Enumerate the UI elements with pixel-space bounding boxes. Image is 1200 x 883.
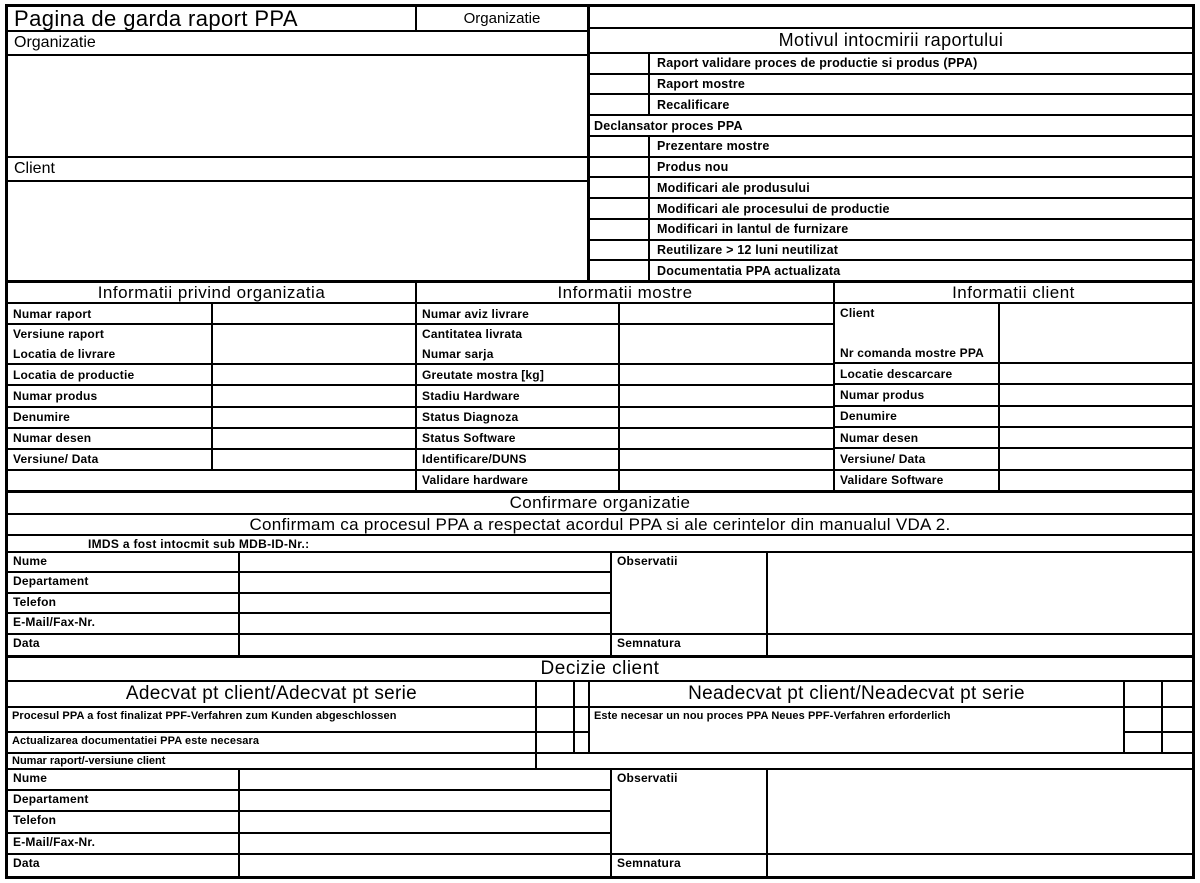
field-label: Numar sarja — [422, 347, 494, 362]
numar-raport-client-value[interactable] — [537, 754, 1192, 768]
field-value[interactable] — [240, 614, 612, 634]
field-label: Nume — [8, 553, 240, 573]
field-label: Validare hardware — [417, 471, 620, 490]
motive-label: Raport mostre — [657, 77, 746, 92]
adecvat-header: Adecvat pt client/Adecvat pt serie — [8, 682, 537, 708]
motive-checkbox[interactable] — [590, 54, 650, 73]
field-value[interactable] — [240, 834, 612, 855]
decizie-contact-grid — [8, 770, 1192, 876]
field-value[interactable] — [213, 325, 415, 363]
field-label: Validare Software — [835, 471, 1000, 490]
motive-row — [590, 261, 1192, 280]
field-label: Denumire — [8, 408, 213, 427]
numar-raport-client-label: Numar raport/-versiune client — [8, 754, 537, 768]
semnatura-value[interactable] — [768, 635, 1192, 655]
field-label: Client — [840, 306, 875, 320]
observatii-value[interactable] — [768, 770, 1192, 855]
field-value[interactable] — [240, 553, 612, 573]
motive-checkbox[interactable] — [590, 178, 650, 197]
field-label-tall — [835, 304, 1000, 362]
field-label: Telefon — [8, 812, 240, 833]
semnatura-label: Semnatura — [612, 635, 768, 655]
imds-row: IMDS a fost intocmit sub MDB-ID-Nr.: — [8, 536, 1192, 553]
declansator-row: Declansator proces PPA — [590, 116, 1192, 137]
observatii-value[interactable] — [768, 553, 1192, 635]
motive-row — [590, 158, 1192, 179]
finalizat-label: Procesul PPA a fost finalizat PPF-Verfahren zum Kunden abgeschlossen — [8, 708, 537, 733]
field-value[interactable] — [213, 429, 415, 448]
motive-table — [590, 7, 1192, 280]
neadecvat-header: Neadecvat pt client/Neadecvat pt serie — [590, 682, 1125, 708]
field-label: Data — [8, 855, 240, 876]
field-label: Versiune/ Data — [835, 449, 1000, 468]
field-label: E-Mail/Fax-Nr. — [8, 614, 240, 634]
field-value[interactable] — [1000, 364, 1192, 383]
motive-row — [590, 137, 1192, 158]
decizie-header: Decizie client — [8, 658, 1192, 682]
field-label: E-Mail/Fax-Nr. — [8, 834, 240, 855]
gutter-cell — [575, 682, 590, 708]
field-value[interactable] — [620, 304, 833, 323]
motive-label: Modificari ale procesului de productie — [657, 201, 890, 216]
numar-raport-client-row — [8, 754, 1192, 770]
semnatura-value[interactable] — [768, 855, 1192, 876]
field-value[interactable] — [240, 791, 612, 812]
field-value[interactable] — [240, 855, 612, 876]
field-label: Denumire — [835, 407, 1000, 426]
gutter-cell — [575, 708, 590, 733]
edge-cell — [1163, 682, 1192, 708]
organizatie-header-cell: Organizatie — [463, 10, 541, 27]
field-value[interactable] — [213, 408, 415, 427]
field-value[interactable] — [1000, 385, 1192, 404]
motive-row — [590, 54, 1192, 75]
field-label: Greutate mostra [kg] — [417, 365, 620, 384]
motive-row — [590, 75, 1192, 96]
motive-row — [590, 95, 1192, 116]
field-label: Numar raport — [8, 304, 213, 323]
field-label: Cantitatea livrata — [422, 327, 523, 342]
motive-row — [590, 241, 1192, 262]
motive-label: Prezentare mostre — [657, 139, 770, 154]
gutter-cell — [575, 733, 590, 754]
field-value[interactable] — [240, 594, 612, 614]
field-value[interactable] — [213, 386, 415, 405]
field-value[interactable] — [240, 573, 612, 593]
field-label-double — [417, 325, 620, 363]
field-label: Nr comanda mostre PPA — [840, 346, 985, 360]
info-organizatie-table — [8, 283, 417, 490]
adecvat-checkbox[interactable] — [537, 682, 575, 708]
field-label: Departament — [8, 791, 240, 812]
decizie-section — [8, 655, 1192, 770]
field-label: Numar desen — [8, 429, 213, 448]
field-value[interactable] — [240, 812, 612, 833]
motive-row — [590, 220, 1192, 241]
field-label: Versiune/ Data — [8, 450, 213, 469]
field-value[interactable] — [1000, 304, 1192, 362]
field-value[interactable] — [620, 408, 833, 427]
motive-label: Produs nou — [657, 160, 729, 175]
field-label: Stadiu Hardware — [417, 386, 620, 405]
field-value[interactable] — [213, 304, 415, 323]
field-value[interactable] — [1000, 407, 1192, 426]
field-value[interactable] — [1000, 428, 1192, 447]
motive-label: Modificari in lantul de furnizare — [657, 222, 849, 237]
field-value[interactable] — [1000, 471, 1192, 490]
motive-checkbox[interactable] — [590, 220, 650, 239]
motive-label: Modificari ale produsului — [657, 180, 810, 195]
motive-row — [590, 178, 1192, 199]
field-label: Numar desen — [835, 428, 1000, 447]
info-client-table — [835, 283, 1192, 490]
edge-cell — [1163, 733, 1192, 754]
observatii-label: Observatii — [612, 553, 768, 635]
field-value[interactable] — [620, 325, 833, 363]
client-input-area[interactable] — [8, 182, 587, 280]
motive-checkbox[interactable] — [590, 95, 650, 114]
motive-checkbox[interactable] — [590, 199, 650, 218]
confirmare-statement: Confirmam ca procesul PPA a respectat acordul PPA si ale cerintelor din manualul VDA 2. — [8, 515, 1192, 536]
empty-cell — [1125, 733, 1163, 754]
actualizare-label: Actualizarea documentatiei PPA este necesara — [8, 733, 537, 754]
field-label: Telefon — [8, 594, 240, 614]
field-label: Nume — [8, 770, 240, 791]
confirmare-contact-grid — [8, 553, 1192, 655]
motive-checkbox[interactable] — [590, 158, 650, 177]
motive-checkbox[interactable] — [590, 241, 650, 260]
motive-checkbox[interactable] — [590, 137, 650, 156]
field-label-double — [8, 325, 213, 363]
info-client-header: Informatii client — [835, 283, 1192, 304]
observatii-label: Observatii — [612, 770, 768, 855]
organizatie-input-area[interactable] — [8, 56, 587, 158]
motive-checkbox[interactable] — [590, 261, 650, 280]
info-organizatie-header: Informatii privind organizatia — [8, 283, 415, 304]
top-right-empty-cell — [590, 7, 1192, 29]
top-left-area — [8, 7, 590, 280]
motive-row — [590, 199, 1192, 220]
motive-label: Raport validare proces de productie si produs (PPA) — [657, 56, 978, 71]
field-value[interactable] — [620, 471, 833, 490]
field-label: Status Diagnoza — [417, 408, 620, 427]
field-value[interactable] — [620, 429, 833, 448]
field-value[interactable] — [213, 450, 415, 469]
info-mostre-header: Informatii mostre — [417, 283, 833, 304]
field-label: Numar produs — [8, 386, 213, 405]
nou-proces-checkbox[interactable] — [1125, 708, 1163, 733]
motive-label: Reutilizare > 12 luni neutilizat — [657, 242, 839, 257]
top-band — [8, 7, 1192, 280]
field-label: Numar aviz livrare — [417, 304, 620, 323]
field-value[interactable] — [1000, 449, 1192, 468]
field-value[interactable] — [213, 365, 415, 384]
field-value[interactable] — [240, 770, 612, 791]
field-label: Status Software — [417, 429, 620, 448]
edge-cell — [1163, 708, 1192, 733]
field-label: Locatie descarcare — [835, 364, 1000, 383]
info-band — [8, 280, 1192, 490]
field-label: Departament — [8, 573, 240, 593]
motive-header: Motivul intocmirii raportului — [590, 29, 1192, 54]
field-value[interactable] — [240, 635, 612, 655]
field-label: Identificare/DUNS — [417, 450, 620, 469]
nou-proces-label: Este necesar un nou proces PPA Neues PPF-Verfahren erforderlich — [590, 708, 1125, 754]
info-mostre-table — [417, 283, 835, 490]
field-value[interactable] — [620, 386, 833, 405]
empty-cell — [8, 471, 415, 490]
field-label: Locatia de livrare — [13, 347, 116, 362]
actualizare-checkbox[interactable] — [537, 733, 575, 754]
field-label: Locatia de productie — [8, 365, 213, 384]
motive-label: Recalificare — [657, 97, 730, 112]
page-title: Pagina de garda raport PPA — [8, 7, 417, 30]
organizatie-section-label: Organizatie — [8, 32, 587, 56]
ppa-form-page — [5, 4, 1195, 879]
motive-label: Documentatia PPA actualizata — [657, 263, 841, 278]
client-section-label: Client — [8, 158, 587, 182]
confirmare-section — [8, 490, 1192, 553]
motive-checkbox[interactable] — [590, 75, 650, 94]
finalizat-checkbox[interactable] — [537, 708, 575, 733]
semnatura-label: Semnatura — [612, 855, 768, 876]
field-label: Versiune raport — [13, 327, 105, 342]
field-label: Data — [8, 635, 240, 655]
field-value[interactable] — [620, 450, 833, 469]
field-value[interactable] — [620, 365, 833, 384]
neadecvat-checkbox[interactable] — [1125, 682, 1163, 708]
field-label: Numar produs — [835, 385, 1000, 404]
confirmare-header: Confirmare organizatie — [8, 493, 1192, 515]
